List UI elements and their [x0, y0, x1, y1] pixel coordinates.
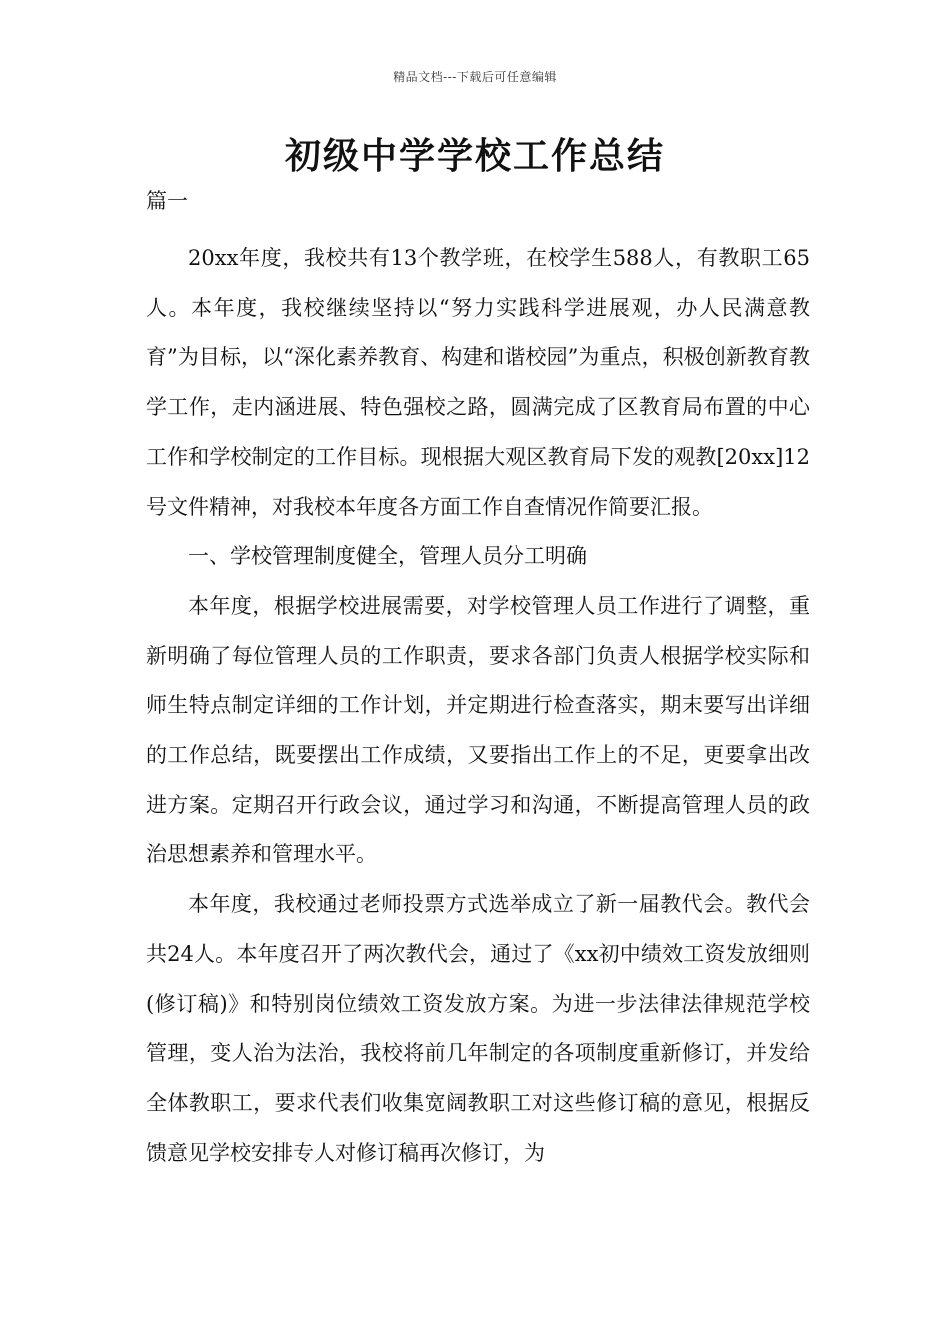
document-title: 初级中学学校工作总结	[284, 136, 665, 177]
header-note: 精品文档---下载后可任意编辑	[393, 70, 557, 84]
paragraph-intro: 20xx年度，我校共有13个教学班，在校学生588人，有教职工65人。本年度，我校继续坚持以“努力实践科学进展观，办人民满意教育”为目标，以“深化素养教育、构建和谐校园”为重点，积极创新教育教学工作，走内涵进展、特色强校之路，圆满完成了区教育局布置的中心工作和学校制定的工作目标。现根据大观区教育局下发的观教[20xx]12号文件精神，对我校本年度各方面工作自查情况作简要汇报。	[146, 246, 810, 519]
paragraph-management: 本年度，根据学校进展需要，对学校管理人员工作进行了调整，重新明确了每位管理人员的工作职责，要求各部门负责人根据学校实际和师生特点制定详细的工作计划，并定期进行检查落实，期末要写出详细的工作总结，既要摆出工作成绩，又要指出工作上的不足，更要拿出改进方案。定期召开行政会议，通过学习和沟通，不断提高管理人员的政治思想素养和管理水平。	[146, 593, 810, 867]
paragraph-congress: 本年度，我校通过老师投票方式选举成立了新一届教代会。教代会共24人。本年度召开了两次教代会，通过了《xx初中绩效工资发放细则(修订稿)》和特别岗位绩效工资发放方案。为进一步法律法律规范学校管理，变人治为法治，我校将前几年制定的各项制度重新修订，并发给全体教职工，要求代表们收集宽阔教职工对这些修订稿的意见，根据反馈意见学校安排专人对修订稿再次修订，为	[146, 892, 810, 1165]
section-label: 篇一	[146, 189, 188, 213]
section-heading-management: 一、学校管理制度健全，管理人员分工明确	[188, 544, 587, 569]
document-body	[146, 234, 810, 1178]
